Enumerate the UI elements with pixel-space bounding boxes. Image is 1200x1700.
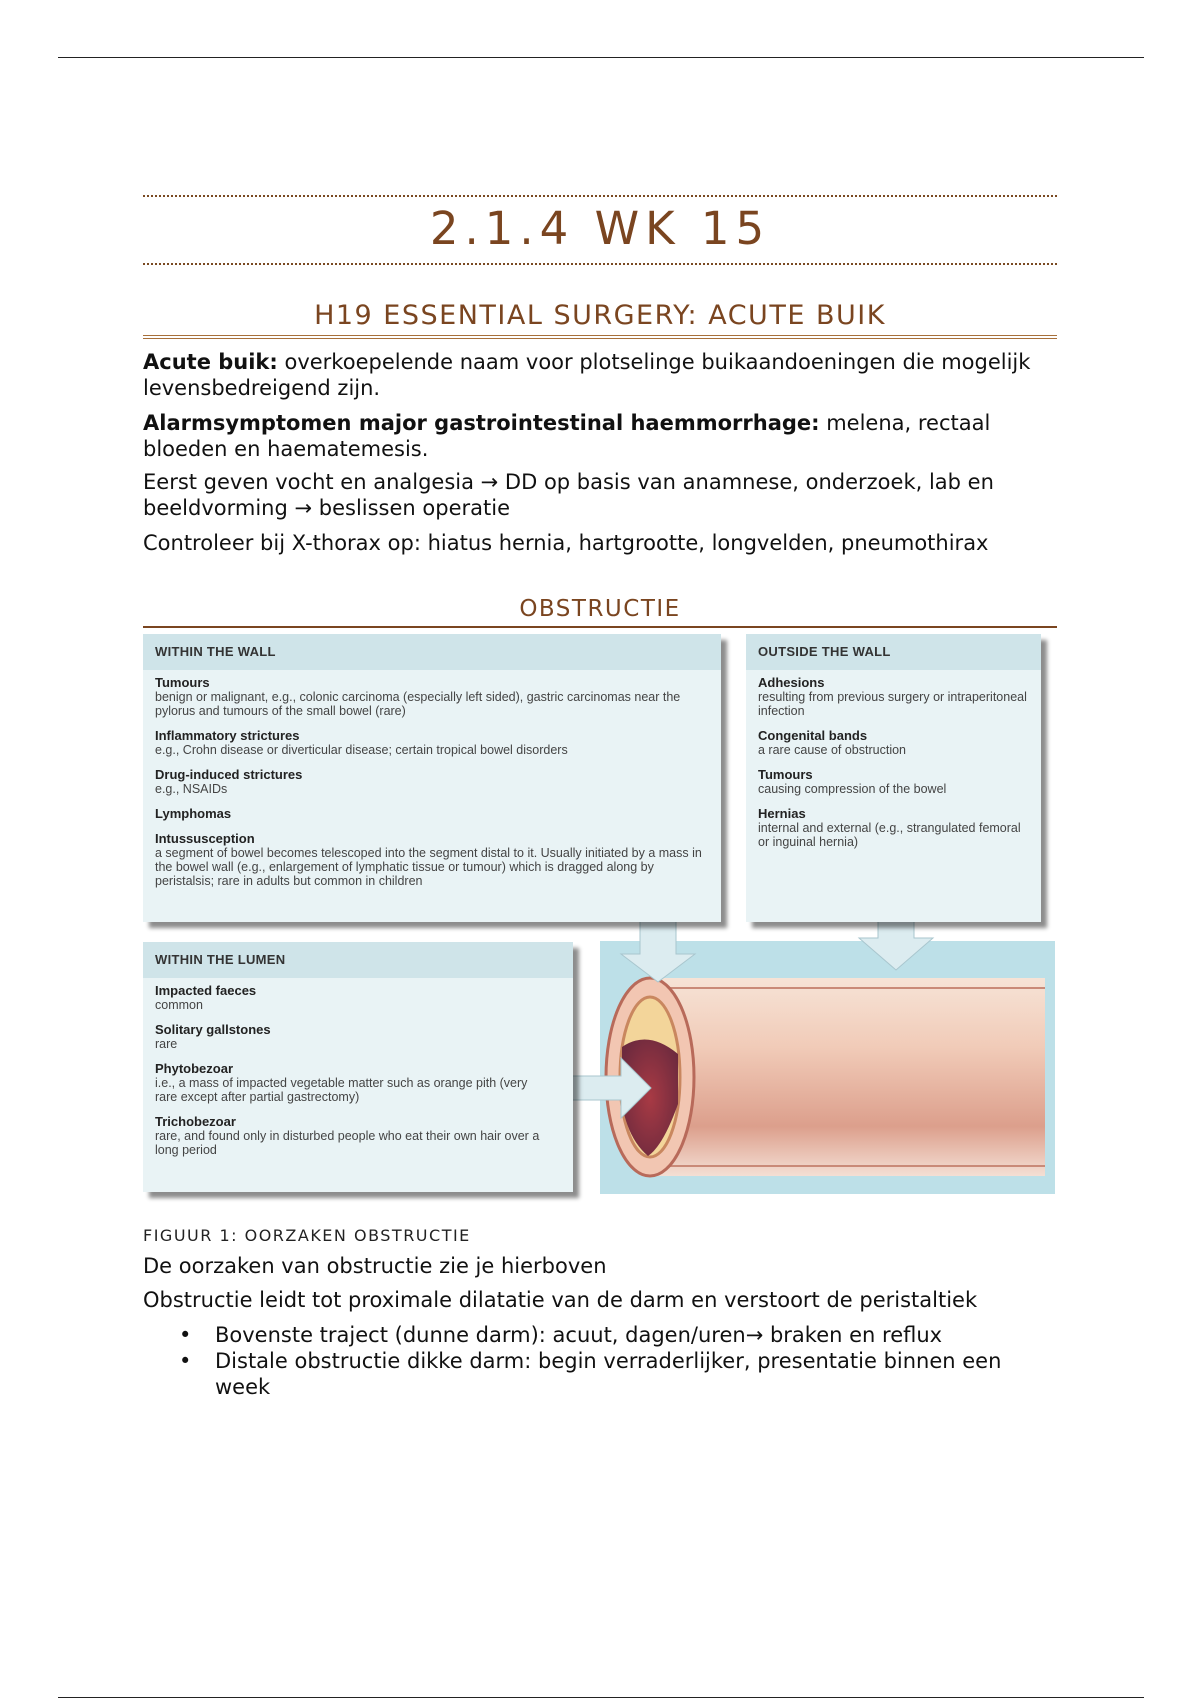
entry-lymphomas: [155, 807, 709, 821]
entry-title: Impacted faeces: [155, 983, 257, 998]
entry-desc: rare, and found only in disturbed people who eat their own hair over a long period: [155, 1129, 540, 1157]
paragraph-alarmsymptomen: [143, 410, 1057, 462]
entry-intussusception: [155, 832, 709, 888]
panel-outside-wall: [746, 634, 1041, 922]
entry-desc: i.e., a mass of impacted vegetable matter such as orange pith (very rare except after partial gastrectomy): [155, 1076, 528, 1104]
entry-hernias: [758, 807, 1029, 849]
obstruction-bullet-list: [143, 1322, 1057, 1400]
entry-title: Drug-induced strictures: [155, 767, 303, 782]
entry-desc: internal and external (e.g., strangulated femoral or inguinal hernia): [758, 821, 1021, 849]
entry-desc: rare: [155, 1037, 178, 1051]
entry-title: Hernias: [758, 806, 806, 821]
entry-congenital-bands: [758, 729, 1029, 757]
entry-solitary-gallstones: [155, 1023, 561, 1051]
paragraph-oorzaken: De oorzaken van obstructie zie je hierboven: [143, 1254, 607, 1278]
paragraph-x-thorax: Controleer bij X-thorax op: hiatus hernia, hartgrootte, longvelden, pneumothirax: [143, 531, 989, 555]
panel-within-lumen-title: WITHIN THE LUMEN: [143, 942, 573, 978]
alarmsymptomen-text: melena, rectaal bloeden en haematemesis.: [143, 411, 991, 461]
paragraph-obstructie-gevolg: Obstructie leidt tot proximale dilatatie van de darm en verstoort de peristaltiek: [143, 1288, 978, 1312]
section-title-block: [143, 195, 1057, 265]
panel-within-wall-title: WITHIN THE WALL: [143, 634, 721, 670]
panel-within-wall: [143, 634, 721, 922]
acute-buik-definition: overkoepelende naam voor plotselinge buikaandoeningen die mogelijk levensbedreigend zijn.: [143, 350, 1031, 400]
entry-title: Tumours: [758, 767, 813, 782]
alarmsymptomen-term: Alarmsymptomen major gastrointestinal haemmorrhage:: [143, 411, 820, 435]
entry-desc: resulting from previous surgery or intraperitoneal infection: [758, 690, 1027, 718]
obstruction-figure: [143, 634, 1057, 1214]
bowel-tube: [650, 978, 1045, 1176]
entry-desc: causing compression of the bowel: [758, 782, 947, 796]
paragraph-beleid: Eerst geven vocht en analgesia → DD op basis van anamnese, onderzoek, lab en beeldvorming → beslissen operatie: [143, 470, 994, 520]
entry-desc: e.g., NSAIDs: [155, 782, 228, 796]
section-title: 2.1.4 WK 15: [429, 202, 771, 255]
entry-impacted-faeces: [155, 984, 561, 1012]
figure-caption: FIGUUR 1: OORZAKEN OBSTRUCTIE: [143, 1226, 471, 1245]
page-top-rule: [58, 57, 1144, 58]
entry-title: Congenital bands: [758, 728, 868, 743]
entry-trichobezoar: [155, 1115, 561, 1157]
acute-buik-term: Acute buik:: [143, 350, 278, 374]
obstructie-heading: OBSTRUCTIE: [143, 596, 1057, 628]
bullet-item: • Distale obstructie dikke darm: begin verraderlijker, presentatie binnen een week: [215, 1348, 1057, 1400]
entry-phytobezoar: [155, 1062, 561, 1104]
entry-desc: e.g., Crohn disease or diverticular disease; certain tropical bowel disorders: [155, 743, 568, 757]
entry-desc: a segment of bowel becomes telescoped into the segment distal to it. Usually initiated by a mass in the bowel wall (e.g., enlargement of lymphatic tissue or tumour) which is dragged along by peristalsis; rare in adults but common in children: [155, 846, 702, 888]
entry-drug-induced-strictures: [155, 768, 709, 796]
entry-outside-tumours: [758, 768, 1029, 796]
entry-title: Adhesions: [758, 675, 825, 690]
chapter-heading: H19 ESSENTIAL SURGERY: ACUTE BUIK: [143, 300, 1057, 339]
entry-title: Solitary gallstones: [155, 1022, 271, 1037]
entry-desc: common: [155, 998, 203, 1012]
panel-within-lumen: [143, 942, 573, 1192]
page-bottom-rule: [58, 1697, 1144, 1698]
panel-outside-wall-title: OUTSIDE THE WALL: [746, 634, 1041, 670]
entry-adhesions: [758, 676, 1029, 718]
entry-title: Phytobezoar: [155, 1061, 234, 1076]
entry-title: Tumours: [155, 675, 210, 690]
entry-title: Intussusception: [155, 831, 255, 846]
paragraph-acute-buik: [143, 349, 1057, 401]
entry-title: Lymphomas: [155, 806, 232, 821]
entry-desc: a rare cause of obstruction: [758, 743, 906, 757]
entry-inflammatory-strictures: [155, 729, 709, 757]
entry-tumours: [155, 676, 709, 718]
entry-title: Inflammatory strictures: [155, 728, 300, 743]
entry-title: Trichobezoar: [155, 1114, 236, 1129]
bullet-item: • Bovenste traject (dunne darm): acuut, dagen/uren→ braken en reflux: [215, 1322, 1057, 1348]
entry-desc: benign or malignant, e.g., colonic carcinoma (especially left sided), gastric carcinomas near the pylorus and tumours of the small bowel (rare): [155, 690, 681, 718]
